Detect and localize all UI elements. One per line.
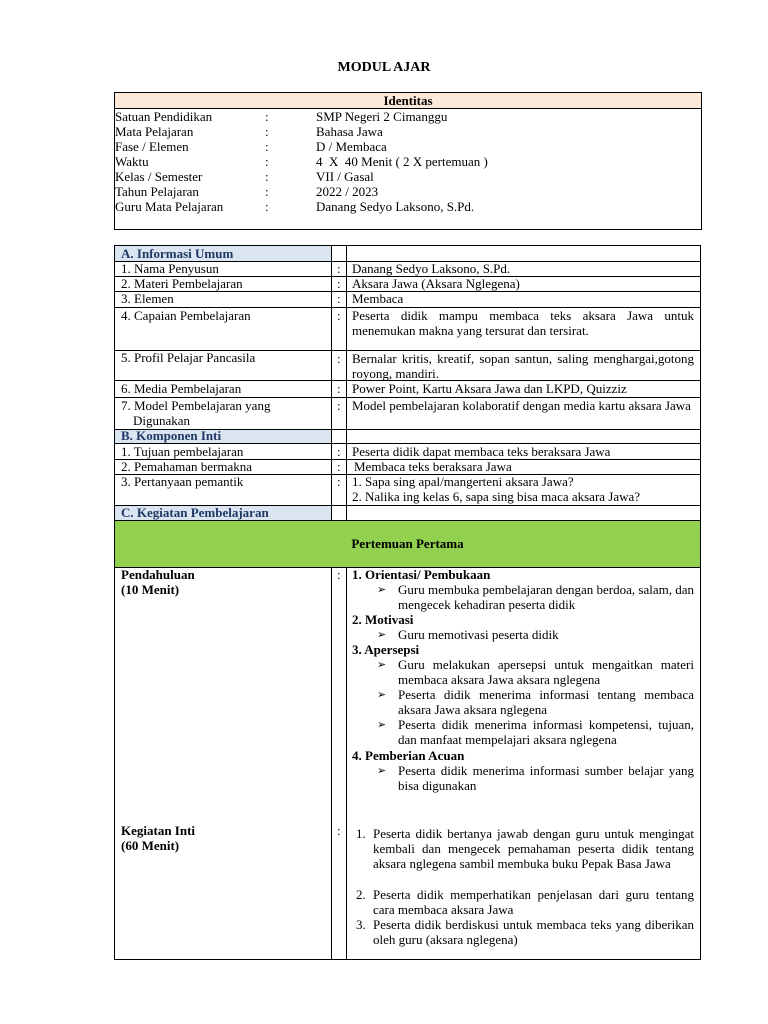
inti-step: Peserta didik berdiskusi untuk membaca teks yang diberikan oleh guru (aksara nglegena) xyxy=(373,917,694,947)
inti-step: Peserta didik bertanya jawab dengan guru untuk mengingat kembali dan mengecek pemahaman peserta didik tentang aksara nglegena sambil membuka buku Pepak Basa Jawa xyxy=(373,826,694,871)
row-colon: : xyxy=(337,291,341,306)
row-colon: : xyxy=(337,276,341,291)
arrow-bullet-icon: ➢ xyxy=(377,719,387,731)
identitas-row xyxy=(115,154,701,169)
orientasi-heading: 1. Orientasi/ Pembukaan xyxy=(352,567,491,582)
arrow-bullet-icon: ➢ xyxy=(377,689,387,701)
document-title: MODUL AJAR xyxy=(337,60,431,75)
identitas-label: Tahun Pelajaran xyxy=(115,184,199,199)
row-colon: : xyxy=(337,308,341,323)
motivasi-item: Guru memotivasi peserta didik xyxy=(398,627,559,642)
row-value: Peserta didik dapat membaca teks beraksara Jawa xyxy=(352,444,611,459)
identitas-value: 4 X 40 Menit ( 2 X pertemuan ) xyxy=(316,154,488,169)
arrow-bullet-icon: ➢ xyxy=(377,584,387,596)
row-colon: : xyxy=(337,444,341,459)
identitas-colon: : xyxy=(265,154,269,169)
apersepsi-item: Peserta didik menerima informasi kompetensi, tujuan, dan manfaat mempelajari aksara nglegena xyxy=(398,717,694,747)
row-value: Model pembelajaran kolaboratif dengan media kartu aksara Jawa xyxy=(352,398,691,413)
row-colon: : xyxy=(337,381,341,396)
row-value: Aksara Jawa (Aksara Nglegena) xyxy=(352,276,520,291)
section-b-heading: B. Komponen Inti xyxy=(121,428,222,443)
row-value: 1. Sapa sing apal/mangerteni aksara Jawa? xyxy=(352,474,574,489)
row-label: 3. Elemen xyxy=(121,291,174,306)
identitas-colon: : xyxy=(265,199,269,214)
row-value: Bernalar kritis, kreatif, sopan santun, saling menghargai,gotong royong, mandiri. xyxy=(352,351,694,381)
identitas-value: 2022 / 2023 xyxy=(316,184,379,199)
identitas-label: Waktu xyxy=(115,154,149,169)
row-label: 4. Capaian Pembelajaran xyxy=(121,308,251,323)
identitas-box xyxy=(114,92,702,230)
row-colon: : xyxy=(337,351,341,366)
identitas-row xyxy=(115,124,701,139)
acuan-item: Peserta didik menerima informasi sumber belajar yang bisa digunakan xyxy=(398,763,694,793)
pendahuluan-duration: (10 Menit) xyxy=(121,582,180,597)
identitas-value: SMP Negeri 2 Cimanggu xyxy=(316,109,448,124)
identitas-colon: : xyxy=(265,169,269,184)
step-number: 3. xyxy=(356,917,366,932)
row-colon: : xyxy=(337,459,341,474)
acuan-heading: 4. Pemberian Acuan xyxy=(352,748,465,763)
identitas-colon: : xyxy=(265,109,269,124)
row-value: Power Point, Kartu Aksara Jawa dan LKPD, Quizziz xyxy=(352,381,627,396)
row-colon: : xyxy=(337,474,341,489)
pendahuluan-label: Pendahuluan xyxy=(121,567,195,582)
identitas-value: D / Membaca xyxy=(316,139,387,154)
identitas-label: Satuan Pendidikan xyxy=(115,109,213,124)
row-label: 3. Pertanyaan pemantik xyxy=(121,474,244,489)
step-number: 2. xyxy=(356,887,366,902)
inti-step: Peserta didik memperhatikan penjelasan dari guru tentang cara membaca aksara Jawa xyxy=(373,887,694,917)
identitas-heading: Identitas xyxy=(115,93,701,109)
identitas-value: VII / Gasal xyxy=(316,169,374,184)
row-value: Membaca xyxy=(352,291,404,306)
identitas-row xyxy=(115,199,701,214)
row-label: 5. Profil Pelajar Pancasila xyxy=(121,350,256,365)
inti-duration: (60 Menit) xyxy=(121,838,180,853)
apersepsi-heading: 3. Apersepsi xyxy=(352,642,420,657)
identitas-label: Mata Pelajaran xyxy=(115,124,194,139)
section-c-heading: C. Kegiatan Pembelajaran xyxy=(121,505,269,520)
identitas-colon: : xyxy=(265,124,269,139)
identitas-label: Kelas / Semester xyxy=(115,169,203,184)
identitas-row xyxy=(115,109,701,124)
row-value: Danang Sedyo Laksono, S.Pd. xyxy=(352,261,511,276)
arrow-bullet-icon: ➢ xyxy=(377,659,387,671)
row-colon: : xyxy=(337,823,341,838)
section-a-heading: A. Informasi Umum xyxy=(121,246,234,261)
row-label: 1. Tujuan pembelajaran xyxy=(121,444,244,459)
identitas-value: Danang Sedyo Laksono, S.Pd. xyxy=(316,199,475,214)
row-label: 1. Nama Penyusun xyxy=(121,261,219,276)
row-label: 7. Model Pembelajaran yang xyxy=(121,398,271,413)
meeting-heading: Pertemuan Pertama xyxy=(351,536,464,551)
identitas-label: Guru Mata Pelajaran xyxy=(115,199,224,214)
apersepsi-item: Guru melakukan apersepsi untuk mengaitkan materi membaca aksara Jawa aksara nglegena xyxy=(398,657,694,687)
apersepsi-item: Peserta didik menerima informasi tentang membaca aksara Jawa aksara nglegena xyxy=(398,687,694,717)
identitas-label: Fase / Elemen xyxy=(115,139,189,154)
orientasi-item: Guru membuka pembelajaran dengan berdoa, salam, dan mengecek kehadiran peserta didik xyxy=(398,582,694,612)
row-colon: : xyxy=(337,261,341,276)
arrow-bullet-icon: ➢ xyxy=(377,629,387,641)
step-number: 1. xyxy=(356,826,366,841)
inti-label: Kegiatan Inti xyxy=(121,823,196,838)
row-label: 2. Materi Pembelajaran xyxy=(121,276,243,291)
row-label: Digunakan xyxy=(133,413,191,428)
identitas-colon: : xyxy=(265,184,269,199)
row-label: 2. Pemahaman bermakna xyxy=(121,459,253,474)
row-colon: : xyxy=(337,398,341,413)
arrow-bullet-icon: ➢ xyxy=(377,765,387,777)
identitas-row xyxy=(115,184,701,199)
row-value: Membaca teks beraksara Jawa xyxy=(354,459,512,474)
modul-table xyxy=(114,245,701,960)
motivasi-heading: 2. Motivasi xyxy=(352,612,414,627)
identitas-row xyxy=(115,169,701,184)
row-value: 2. Nalika ing kelas 6, sapa sing bisa maca aksara Jawa? xyxy=(352,489,641,504)
identitas-row xyxy=(115,139,701,154)
row-colon: : xyxy=(337,567,341,582)
row-label: 6. Media Pembelajaran xyxy=(121,381,242,396)
identitas-value: Bahasa Jawa xyxy=(316,124,383,139)
row-value: Peserta didik mampu membaca teks aksara Jawa untuk menemukan makna yang tersurat dan tersirat. xyxy=(352,308,694,338)
identitas-colon: : xyxy=(265,139,269,154)
